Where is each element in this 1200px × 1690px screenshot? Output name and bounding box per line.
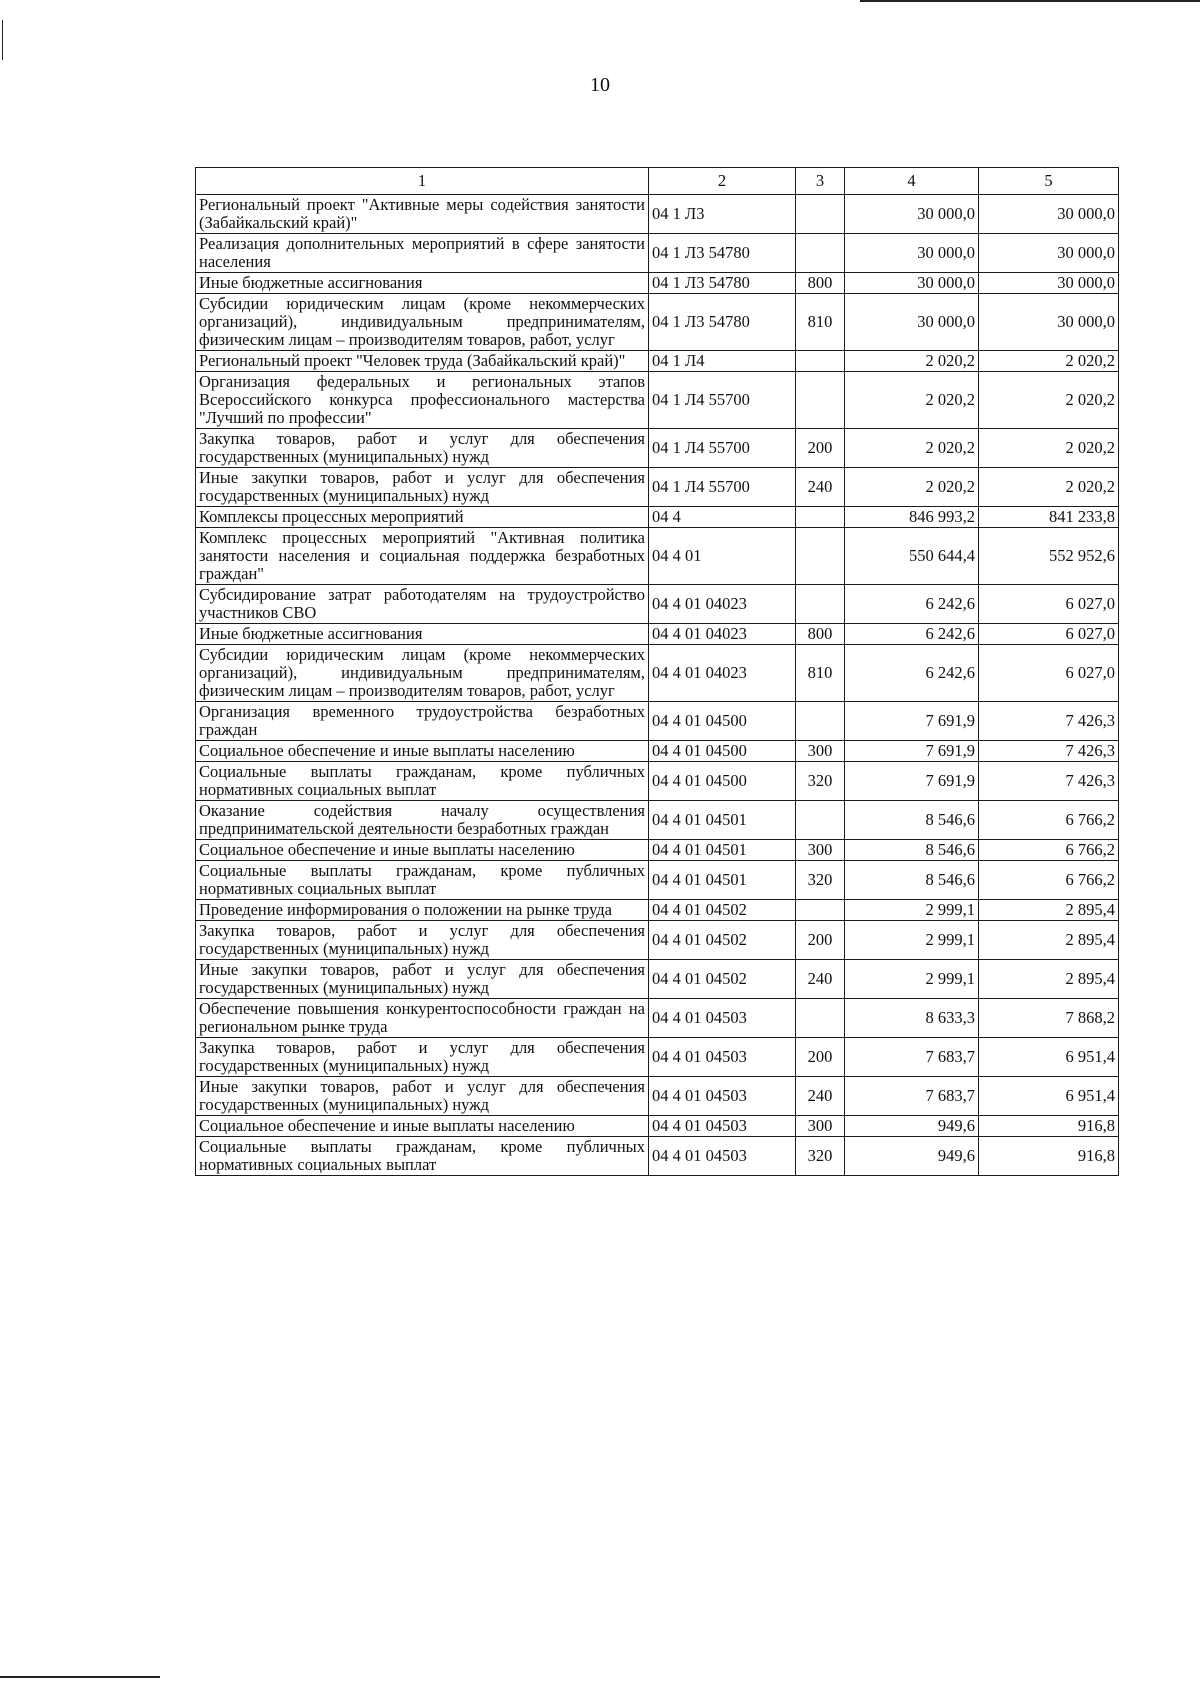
row-name-cell: Иные бюджетные ассигнования	[196, 624, 649, 645]
table-row	[196, 351, 1119, 372]
row-value-col4-cell: 6 242,6	[845, 645, 979, 702]
row-code-cell: 04 4 01 04501	[649, 861, 796, 900]
scan-edge-mark-top	[860, 0, 1200, 2]
row-value-col5-cell: 2 020,2	[979, 372, 1119, 429]
row-value-col5-cell: 6 027,0	[979, 585, 1119, 624]
row-value-col4-cell: 846 993,2	[845, 507, 979, 528]
row-code-cell: 04 4 01 04500	[649, 741, 796, 762]
row-code-cell: 04 1 Л3 54780	[649, 294, 796, 351]
table-row	[196, 999, 1119, 1038]
header-col-3: 3	[796, 168, 845, 195]
row-type-cell	[796, 528, 845, 585]
row-value-col4-cell: 949,6	[845, 1116, 979, 1137]
row-value-col5-cell: 30 000,0	[979, 273, 1119, 294]
row-code-cell: 04 4 01 04023	[649, 624, 796, 645]
row-type-cell: 300	[796, 840, 845, 861]
row-value-col5-cell: 2 895,4	[979, 921, 1119, 960]
table-row	[196, 741, 1119, 762]
table-row	[196, 801, 1119, 840]
header-col-1: 1	[196, 168, 649, 195]
table-row	[196, 900, 1119, 921]
row-name-cell: Иные бюджетные ассигнования	[196, 273, 649, 294]
row-code-cell: 04 4 01 04501	[649, 801, 796, 840]
row-code-cell: 04 4 01 04500	[649, 702, 796, 741]
row-value-col4-cell: 7 683,7	[845, 1038, 979, 1077]
table-row	[196, 372, 1119, 429]
row-type-cell: 200	[796, 921, 845, 960]
row-name-cell: Субсидии юридическим лицам (кроме некоммерческих организаций), индивидуальным предпринимателям, физическим лицам – производителям товаров, работ, услуг	[196, 294, 649, 351]
table-row	[196, 528, 1119, 585]
table-row	[196, 1137, 1119, 1176]
row-type-cell	[796, 900, 845, 921]
row-code-cell: 04 1 Л4 55700	[649, 372, 796, 429]
row-code-cell: 04 4	[649, 507, 796, 528]
row-code-cell: 04 1 Л3	[649, 195, 796, 234]
row-name-cell: Социальное обеспечение и иные выплаты населению	[196, 1116, 649, 1137]
row-value-col4-cell: 30 000,0	[845, 234, 979, 273]
row-name-cell: Субсидии юридическим лицам (кроме некоммерческих организаций), индивидуальным предпринимателям, физическим лицам – производителям товаров, работ, услуг	[196, 645, 649, 702]
row-type-cell	[796, 585, 845, 624]
row-name-cell: Региональный проект "Человек труда (Забайкальский край)"	[196, 351, 649, 372]
row-name-cell: Региональный проект "Активные меры содействия занятости (Забайкальский край)"	[196, 195, 649, 234]
row-type-cell: 300	[796, 1116, 845, 1137]
row-value-col5-cell: 6 766,2	[979, 861, 1119, 900]
table-row	[196, 762, 1119, 801]
table-row	[196, 585, 1119, 624]
row-code-cell: 04 4 01	[649, 528, 796, 585]
row-name-cell: Социальное обеспечение и иные выплаты населению	[196, 840, 649, 861]
row-name-cell: Обеспечение повышения конкурентоспособности граждан на региональном рынке труда	[196, 999, 649, 1038]
table-row	[196, 921, 1119, 960]
row-code-cell: 04 4 01 04503	[649, 1137, 796, 1176]
row-value-col5-cell: 2 895,4	[979, 960, 1119, 999]
row-name-cell: Иные закупки товаров, работ и услуг для обеспечения государственных (муниципальных) нужд	[196, 960, 649, 999]
table-row	[196, 234, 1119, 273]
row-value-col5-cell: 7 426,3	[979, 762, 1119, 801]
row-value-col4-cell: 30 000,0	[845, 273, 979, 294]
row-value-col5-cell: 2 895,4	[979, 900, 1119, 921]
row-value-col5-cell: 6 951,4	[979, 1077, 1119, 1116]
row-name-cell: Социальные выплаты гражданам, кроме публичных нормативных социальных выплат	[196, 762, 649, 801]
row-value-col4-cell: 2 020,2	[845, 429, 979, 468]
row-code-cell: 04 4 01 04502	[649, 921, 796, 960]
page-number	[0, 74, 1200, 97]
row-name-cell: Комплекс процессных мероприятий "Активная политика занятости населения и социальная поддержка безработных граждан"	[196, 528, 649, 585]
scan-edge-mark-bottom	[0, 1676, 160, 1678]
row-value-col4-cell: 6 242,6	[845, 585, 979, 624]
row-name-cell: Социальные выплаты гражданам, кроме публичных нормативных социальных выплат	[196, 861, 649, 900]
row-type-cell	[796, 801, 845, 840]
row-value-col5-cell: 841 233,8	[979, 507, 1119, 528]
table-row	[196, 468, 1119, 507]
table-row	[196, 645, 1119, 702]
row-name-cell: Иные закупки товаров, работ и услуг для обеспечения государственных (муниципальных) нужд	[196, 468, 649, 507]
row-value-col5-cell: 30 000,0	[979, 195, 1119, 234]
row-code-cell: 04 4 01 04502	[649, 900, 796, 921]
row-value-col5-cell: 30 000,0	[979, 294, 1119, 351]
row-value-col5-cell: 6 027,0	[979, 624, 1119, 645]
table-row	[196, 294, 1119, 351]
header-col-2: 2	[649, 168, 796, 195]
row-code-cell: 04 1 Л3 54780	[649, 234, 796, 273]
header-col-5: 5	[979, 168, 1119, 195]
row-name-cell: Субсидирование затрат работодателям на трудоустройство участников СВО	[196, 585, 649, 624]
table-row	[196, 1116, 1119, 1137]
row-type-cell: 320	[796, 1137, 845, 1176]
row-code-cell: 04 4 01 04502	[649, 960, 796, 999]
row-type-cell	[796, 702, 845, 741]
row-value-col5-cell: 916,8	[979, 1116, 1119, 1137]
row-value-col4-cell: 8 546,6	[845, 861, 979, 900]
row-value-col5-cell: 2 020,2	[979, 468, 1119, 507]
row-value-col4-cell: 8 633,3	[845, 999, 979, 1038]
row-value-col5-cell: 2 020,2	[979, 351, 1119, 372]
row-type-cell: 810	[796, 645, 845, 702]
row-name-cell: Организация временного трудоустройства безработных граждан	[196, 702, 649, 741]
row-name-cell: Закупка товаров, работ и услуг для обеспечения государственных (муниципальных) нужд	[196, 429, 649, 468]
row-code-cell: 04 1 Л4	[649, 351, 796, 372]
row-value-col5-cell: 30 000,0	[979, 234, 1119, 273]
table-row	[196, 960, 1119, 999]
row-code-cell: 04 4 01 04501	[649, 840, 796, 861]
row-value-col4-cell: 2 020,2	[845, 468, 979, 507]
row-value-col5-cell: 7 426,3	[979, 741, 1119, 762]
row-value-col5-cell: 7 426,3	[979, 702, 1119, 741]
table-row	[196, 273, 1119, 294]
row-type-cell: 810	[796, 294, 845, 351]
row-type-cell: 240	[796, 1077, 845, 1116]
row-name-cell: Закупка товаров, работ и услуг для обеспечения государственных (муниципальных) нужд	[196, 921, 649, 960]
table-row	[196, 702, 1119, 741]
table-row	[196, 624, 1119, 645]
row-code-cell: 04 4 01 04023	[649, 645, 796, 702]
row-value-col4-cell: 8 546,6	[845, 840, 979, 861]
row-name-cell: Комплексы процессных мероприятий	[196, 507, 649, 528]
row-name-cell: Проведение информирования о положении на рынке труда	[196, 900, 649, 921]
row-type-cell: 800	[796, 273, 845, 294]
row-code-cell: 04 4 01 04503	[649, 1077, 796, 1116]
row-type-cell: 240	[796, 468, 845, 507]
row-value-col4-cell: 2 999,1	[845, 921, 979, 960]
row-type-cell	[796, 234, 845, 273]
row-type-cell: 320	[796, 861, 845, 900]
row-type-cell: 800	[796, 624, 845, 645]
row-value-col4-cell: 2 999,1	[845, 900, 979, 921]
row-value-col5-cell: 6 951,4	[979, 1038, 1119, 1077]
table-row	[196, 195, 1119, 234]
row-value-col4-cell: 8 546,6	[845, 801, 979, 840]
row-name-cell: Иные закупки товаров, работ и услуг для обеспечения государственных (муниципальных) нужд	[196, 1077, 649, 1116]
row-value-col5-cell: 7 868,2	[979, 999, 1119, 1038]
row-type-cell: 300	[796, 741, 845, 762]
page-number-text: 10	[590, 74, 610, 96]
row-name-cell: Закупка товаров, работ и услуг для обеспечения государственных (муниципальных) нужд	[196, 1038, 649, 1077]
row-type-cell	[796, 372, 845, 429]
row-code-cell: 04 4 01 04503	[649, 1038, 796, 1077]
row-value-col4-cell: 7 691,9	[845, 702, 979, 741]
row-value-col4-cell: 2 020,2	[845, 351, 979, 372]
row-code-cell: 04 1 Л4 55700	[649, 468, 796, 507]
budget-table	[195, 167, 1119, 1176]
row-value-col4-cell: 550 644,4	[845, 528, 979, 585]
row-type-cell: 320	[796, 762, 845, 801]
row-value-col4-cell: 2 999,1	[845, 960, 979, 999]
row-name-cell: Организация федеральных и региональных этапов Всероссийского конкурса профессионального мастерства "Лучший по профессии"	[196, 372, 649, 429]
table-row	[196, 1077, 1119, 1116]
header-col-4: 4	[845, 168, 979, 195]
row-type-cell: 240	[796, 960, 845, 999]
row-value-col4-cell: 6 242,6	[845, 624, 979, 645]
row-type-cell	[796, 999, 845, 1038]
row-code-cell: 04 1 Л3 54780	[649, 273, 796, 294]
row-name-cell: Оказание содействия началу осуществления предпринимательской деятельности безработных граждан	[196, 801, 649, 840]
table-body	[196, 195, 1119, 1176]
row-type-cell	[796, 351, 845, 372]
row-name-cell: Социальное обеспечение и иные выплаты населению	[196, 741, 649, 762]
row-value-col4-cell: 949,6	[845, 1137, 979, 1176]
table-row	[196, 429, 1119, 468]
row-value-col4-cell: 7 691,9	[845, 741, 979, 762]
scan-edge-mark-left	[2, 20, 3, 60]
table-row	[196, 1038, 1119, 1077]
row-type-cell	[796, 195, 845, 234]
row-value-col5-cell: 552 952,6	[979, 528, 1119, 585]
row-value-col4-cell: 7 691,9	[845, 762, 979, 801]
row-value-col4-cell: 2 020,2	[845, 372, 979, 429]
row-value-col5-cell: 916,8	[979, 1137, 1119, 1176]
row-code-cell: 04 4 01 04023	[649, 585, 796, 624]
row-value-col4-cell: 30 000,0	[845, 294, 979, 351]
row-name-cell: Социальные выплаты гражданам, кроме публичных нормативных социальных выплат	[196, 1137, 649, 1176]
row-code-cell: 04 4 01 04503	[649, 999, 796, 1038]
row-type-cell	[796, 507, 845, 528]
table-header-row	[196, 168, 1119, 195]
row-type-cell: 200	[796, 429, 845, 468]
row-value-col5-cell: 2 020,2	[979, 429, 1119, 468]
table-row	[196, 840, 1119, 861]
row-code-cell: 04 4 01 04503	[649, 1116, 796, 1137]
row-value-col5-cell: 6 766,2	[979, 801, 1119, 840]
row-name-cell: Реализация дополнительных мероприятий в сфере занятости населения	[196, 234, 649, 273]
row-value-col4-cell: 7 683,7	[845, 1077, 979, 1116]
table-row	[196, 861, 1119, 900]
row-value-col5-cell: 6 027,0	[979, 645, 1119, 702]
row-code-cell: 04 1 Л4 55700	[649, 429, 796, 468]
row-type-cell: 200	[796, 1038, 845, 1077]
row-value-col4-cell: 30 000,0	[845, 195, 979, 234]
row-code-cell: 04 4 01 04500	[649, 762, 796, 801]
table-row	[196, 507, 1119, 528]
row-value-col5-cell: 6 766,2	[979, 840, 1119, 861]
